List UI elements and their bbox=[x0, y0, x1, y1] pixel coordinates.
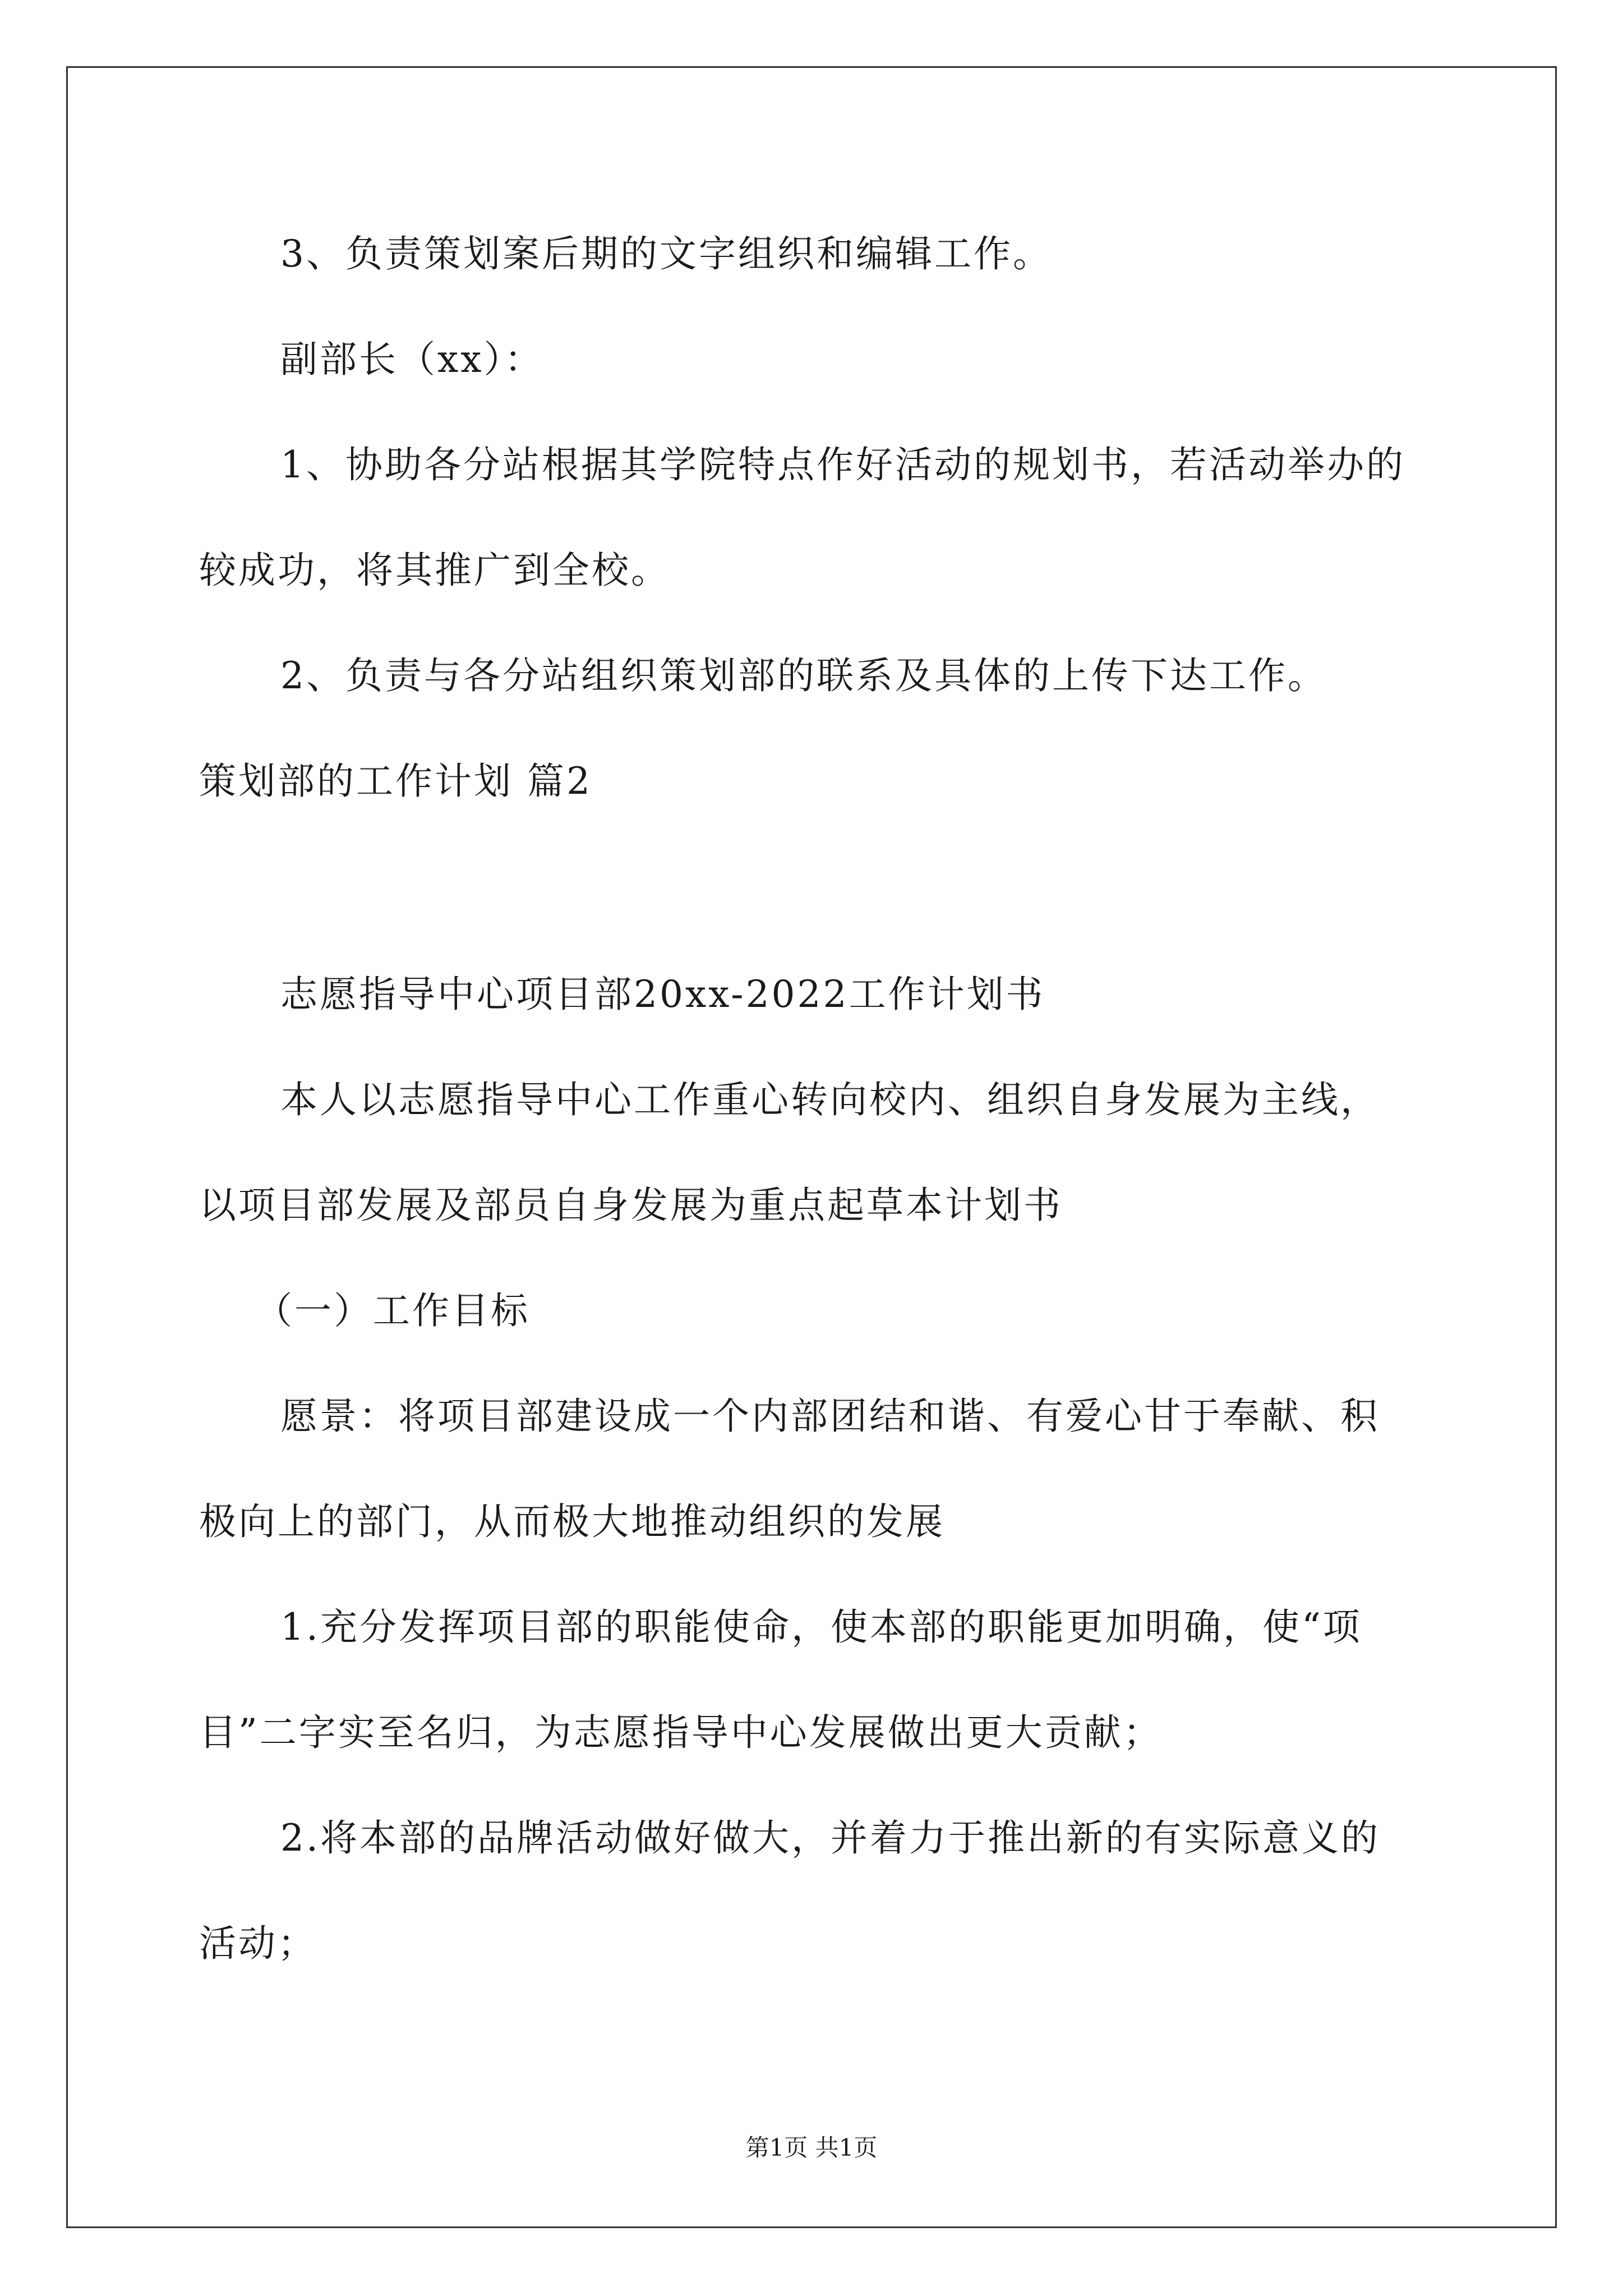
paragraph-line: 以项目部发展及部员自身发展为重点起草本计划书 bbox=[199, 1184, 1063, 1227]
subsection-heading: （一）工作目标 bbox=[255, 1289, 530, 1332]
paragraph-line: 活动； bbox=[199, 1922, 317, 1965]
paragraph-line: 愿景：将项目部建设成一个内部团结和谐、有爱心甘于奉献、积 bbox=[280, 1395, 1380, 1438]
paragraph-line: 极向上的部门，从而极大地推动组织的发展 bbox=[199, 1500, 945, 1543]
paragraph-line: 1.充分发挥项目部的职能使命，使本部的职能更加明确，使“项 bbox=[280, 1605, 1362, 1649]
paragraph-line: 2、负责与各分站组织策划部的联系及具体的上传下达工作。 bbox=[280, 654, 1327, 697]
paragraph-line: 1、协助各分站根据其学院特点作好活动的规划书，若活动举办的 bbox=[280, 443, 1405, 486]
page-border bbox=[66, 66, 1557, 2228]
page-footer: 第1页 共1页 bbox=[745, 2134, 878, 2161]
paragraph-line: 2.将本部的品牌活动做好做大，并着力于推出新的有实际意义的 bbox=[280, 1816, 1380, 1860]
document-title: 志愿指导中心项目部20xx-2022工作计划书 bbox=[280, 973, 1045, 1016]
paragraph-line: 副部长（xx）： bbox=[280, 338, 544, 381]
paragraph-line: 本人以志愿指导中心工作重心转向校内、组织自身发展为主线， bbox=[280, 1078, 1380, 1121]
paragraph-line: 较成功，将其推广到全校。 bbox=[199, 549, 670, 592]
paragraph-line: 目”二字实至名归，为志愿指导中心发展做出更大贡献； bbox=[199, 1711, 1163, 1754]
section-heading: 策划部的工作计划 篇2 bbox=[199, 760, 592, 803]
paragraph-line: 3、负责策划案后期的文字组织和编辑工作。 bbox=[280, 232, 1052, 275]
